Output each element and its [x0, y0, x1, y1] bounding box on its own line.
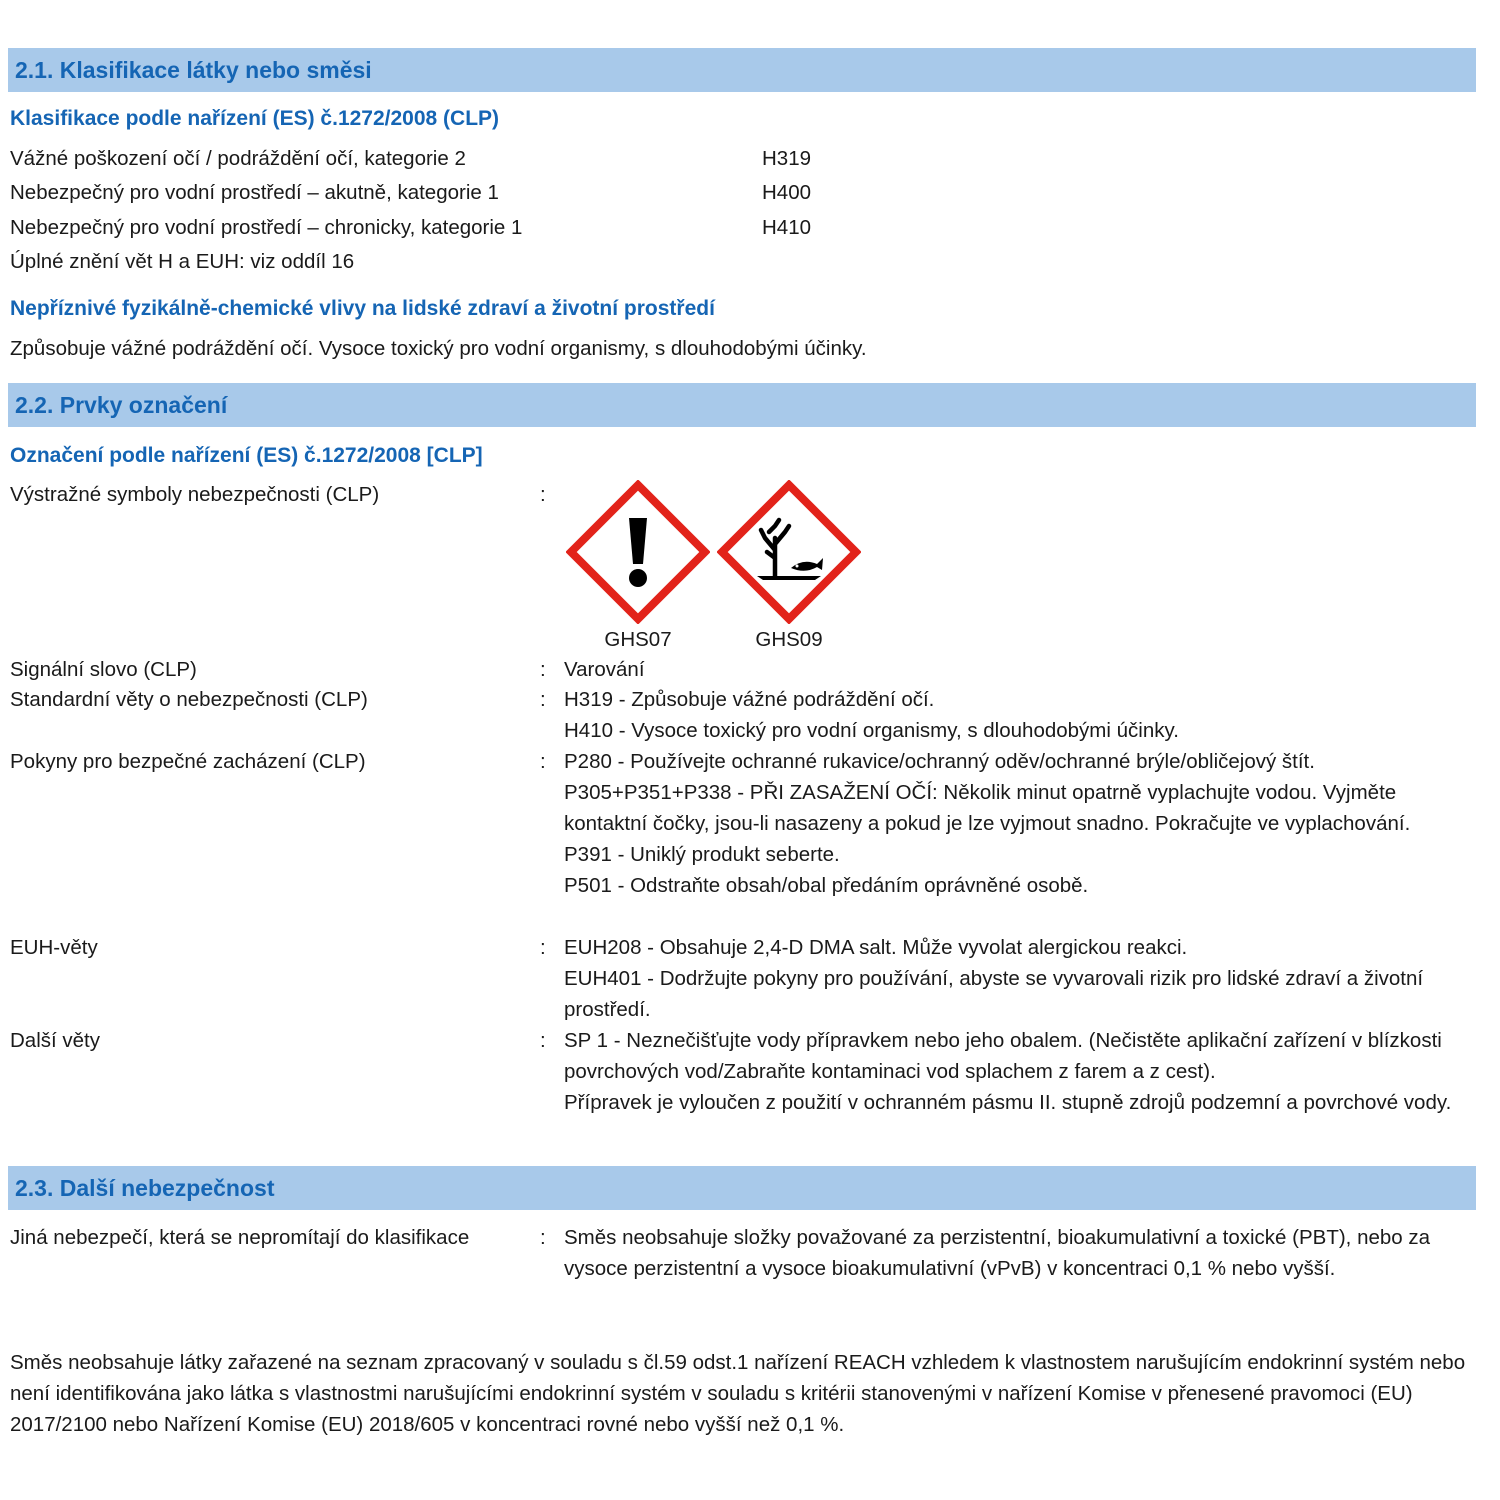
- clp-classification-heading: Klasifikace podle nařízení (ES) č.1272/2008 (CLP): [10, 107, 500, 130]
- pictogram-code-ghs09: GHS09: [755, 628, 823, 651]
- signal-word-label: Signální slovo (CLP): [10, 658, 197, 681]
- separator: :: [540, 483, 546, 506]
- euh-statement: EUH401 - Dodržujte pokyny pro používání, abyste se vyvarovali rizik pro lidské zdraví a životní prostředí.: [564, 967, 1424, 1021]
- adverse-effects-text: Způsobuje vážné podráždění očí. Vysoce toxický pro vodní organismy, s dlouhodobými účinky.: [10, 337, 867, 360]
- classification-code: H400: [762, 181, 812, 204]
- classification-code: H319: [762, 147, 812, 170]
- pictogram-code-ghs07: GHS07: [604, 628, 672, 651]
- separator: :: [540, 936, 546, 959]
- hazard-statement: H410 - Vysoce toxický pro vodní organismy, s dlouhodobými účinky.: [564, 719, 1179, 742]
- separator: :: [540, 750, 546, 773]
- separator: :: [540, 658, 546, 681]
- classification-label: Nebezpečný pro vodní prostředí – chronicky, kategorie 1: [10, 216, 523, 239]
- hazard-statements-label: Standardní věty o nebezpečnosti (CLP): [10, 688, 368, 711]
- section-2-3-header: 2.3. Další nebezpečnost: [8, 1166, 1476, 1210]
- exclamation-mark-icon: [566, 480, 710, 624]
- separator: :: [540, 1029, 546, 1052]
- euh-statements-label: EUH-věty: [10, 936, 98, 959]
- other-statements-label: Další věty: [10, 1029, 100, 1052]
- precautionary-statement: P280 - Používejte ochranné rukavice/ochranný oděv/ochranné brýle/obličejový štít.: [564, 750, 1315, 773]
- other-hazards-label: Jiná nebezpečí, která se nepromítají do klasifikace: [10, 1226, 470, 1249]
- hazard-statement: H319 - Způsobuje vážné podráždění očí.: [564, 688, 935, 711]
- precautionary-statement: P391 - Uniklý produkt seberte.: [564, 843, 840, 866]
- other-statements: [564, 1025, 1479, 1118]
- separator: :: [540, 688, 546, 711]
- classification-label: Nebezpečný pro vodní prostředí – akutně, kategorie 1: [10, 181, 499, 204]
- euh-statement: EUH208 - Obsahuje 2,4-D DMA salt. Může vyvolat alergickou reakci.: [564, 936, 1188, 959]
- other-statement: Přípravek je vyloučen z použití v ochranném pásmu II. stupně zdrojů podzemní a povrchové vody.: [564, 1091, 1452, 1114]
- hazard-statements: [564, 684, 1479, 746]
- precautionary-statements: [564, 746, 1479, 901]
- precautionary-statement: P305+P351+P338 - PŘI ZASAŽENÍ OČÍ: Několik minut opatrně vyplachujte vodou. Vyjměte kontaktní čočky, jsou-li nasazeny a pokud je lze vyjmout snadno. Pokračujte ve vyplachování.: [564, 781, 1411, 835]
- adverse-effects-heading: Nepříznivé fyzikálně-chemické vlivy na lidské zdraví a životní prostředí: [10, 297, 715, 320]
- classification-code: H410: [762, 216, 812, 239]
- signal-word-value: Varování: [564, 658, 645, 681]
- other-hazards-value: Směs neobsahuje složky považované za perzistentní, bioakumulativní a toxické (PBT), nebo za vysoce perzistentní a vysoce bioakumulativní (vPvB) v koncentraci 0,1 % nebo vyšší.: [564, 1226, 1431, 1280]
- euh-statements: [564, 932, 1479, 1025]
- precautionary-statements-label: Pokyny pro bezpečné zacházení (CLP): [10, 750, 366, 773]
- precautionary-statement: P501 - Odstraňte obsah/obal předáním oprávněné osobě.: [564, 874, 1089, 897]
- classification-label: Vážné poškození očí / podráždění očí, kategorie 2: [10, 147, 466, 170]
- environment-icon: [717, 480, 861, 624]
- separator: :: [540, 1226, 546, 1249]
- clp-labelling-heading: Označení podle nařízení (ES) č.1272/2008 [CLP]: [10, 444, 483, 467]
- endocrine-disruptor-text: Směs neobsahuje látky zařazené na seznam zpracovaný v souladu s čl.59 odst.1 nařízení REACH vzhledem k vlastnostem narušujícím endokrinní systém nebo není identifikována jako látka s vlastnostmi narušujícími endokrinní systém v souladu s kritérii stanovenými v nařízení Komise v přenesené pravomoci (EU) 2017/2100 nebo Nařízení Komise (EU) 2018/605 v koncentraci rovné nebo vyšší než 0,1 %.: [10, 1351, 1466, 1436]
- hazard-symbols-label: Výstražné symboly nebezpečnosti (CLP): [10, 483, 380, 506]
- other-statement: SP 1 - Neznečišťujte vody přípravkem nebo jeho obalem. (Nečistěte aplikační zařízení v blízkosti povrchových vod/Zabraňte kontaminaci vod splachem z farem a z cest).: [564, 1029, 1442, 1083]
- section-2-2-header: 2.2. Prvky označení: [8, 383, 1476, 427]
- full-text-note: Úplné znění vět H a EUH: viz oddíl 16: [10, 250, 355, 273]
- section-2-1-header: 2.1. Klasifikace látky nebo směsi: [8, 48, 1476, 92]
